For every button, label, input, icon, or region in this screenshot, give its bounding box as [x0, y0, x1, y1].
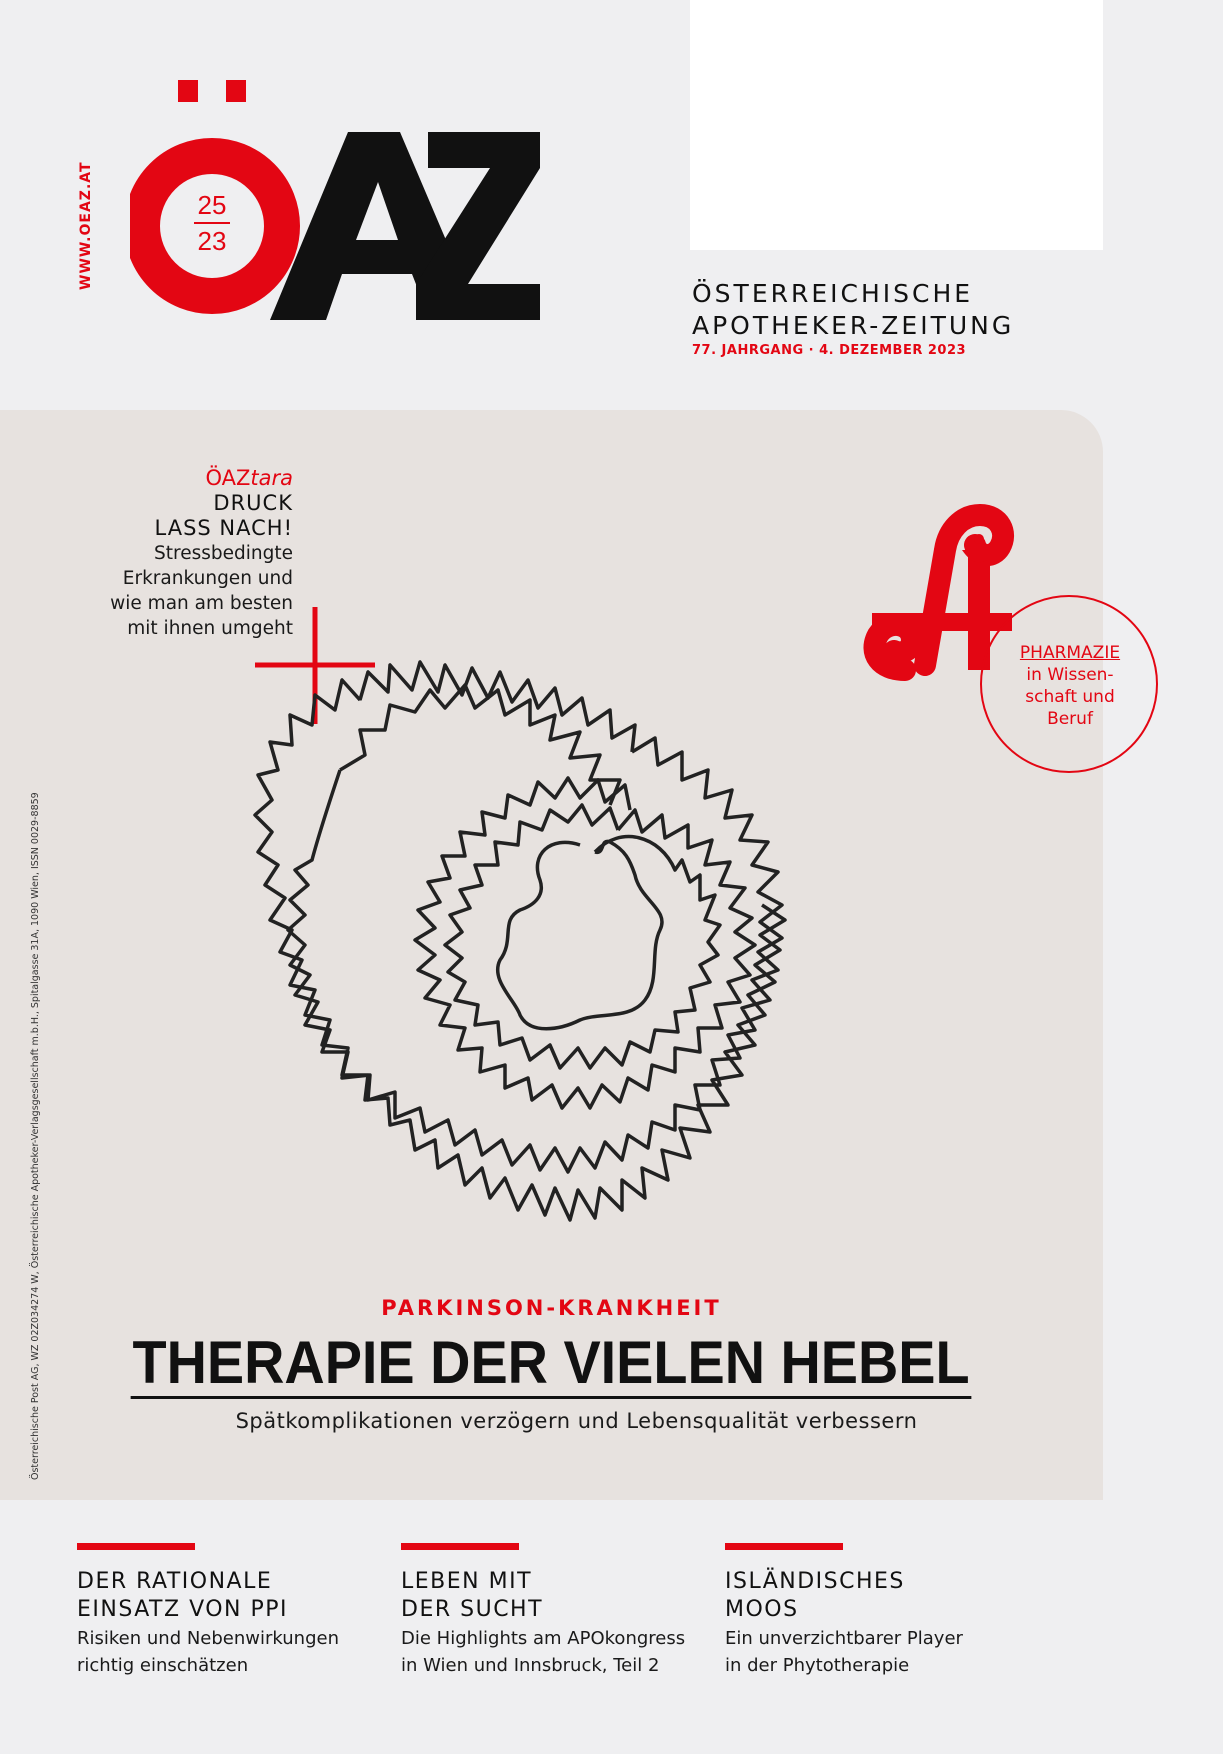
teaser-sub-1: Risiken und Nebenwirkungen — [77, 1628, 340, 1649]
oeaz-logo — [130, 80, 610, 360]
teaser-head-1: ISLÄNDISCHES — [725, 1569, 905, 1594]
tagline-line-2: APOTHEKER-ZEITUNG — [692, 311, 1015, 340]
teaser-head-2: EINSATZ VON PPI — [77, 1597, 289, 1622]
badge-line-2: in Wissen- — [1026, 665, 1114, 685]
pharmazie-badge[interactable] — [1000, 642, 1140, 730]
badge-line-4: Beruf — [1047, 709, 1093, 729]
cover-subline: Spätkomplikationen verzögern und Lebensqualität verbessern — [235, 1409, 918, 1433]
teaser-head-2: DER SUCHT — [401, 1597, 544, 1622]
teaser-head-1: DER RATIONALE — [77, 1569, 273, 1594]
teaser-sub-2: richtig einschätzen — [77, 1655, 249, 1676]
teaser-sub-1: Stressbedingte — [154, 543, 293, 564]
imprint-text: Österreichische Post AG, WZ 02Z034274 W, Österreichische Apotheker-Verlagsgesellschaft m.b.H., Spitalgasse 31A, 1090 Wien, ISSN 0029-8859 — [30, 792, 41, 1480]
issue-info: 77. JAHRGANG · 4. DEZEMBER 2023 — [692, 343, 967, 358]
umlaut-dot-left — [178, 80, 198, 102]
oeaztara-teaser[interactable] — [13, 466, 293, 641]
teaser-sub-2: in Wien und Innsbruck, Teil 2 — [401, 1655, 660, 1676]
teaser-head-2: MOOS — [725, 1597, 799, 1622]
teaser-sub-1: Die Highlights am APOkongress — [401, 1628, 686, 1649]
bottom-teaser-ppi[interactable] — [77, 1543, 377, 1678]
issue-year: 23 — [197, 226, 227, 256]
teaser-sub-2: Erkrankungen und — [122, 568, 293, 589]
badge-line-3: schaft und — [1025, 687, 1115, 707]
address-label-area — [690, 0, 1103, 250]
cover-headline[interactable] — [0, 1330, 1103, 1399]
teaser-red-bar — [725, 1543, 843, 1550]
bottom-teaser-moos[interactable] — [725, 1543, 1025, 1678]
tagline-line-1: ÖSTERREICHISCHE — [692, 279, 974, 308]
issue-number: 25 — [197, 190, 227, 220]
teaser-sub-3: wie man am besten — [110, 593, 293, 614]
teaser-red-bar — [401, 1543, 519, 1550]
teaser-red-bar — [77, 1543, 195, 1550]
spiral-tremor-illustration — [250, 620, 880, 1260]
teaser-sub-1: Ein unverzichtbarer Player — [725, 1628, 963, 1649]
badge-line-1: PHARMAZIE — [1019, 643, 1121, 663]
teaser-sub-2: in der Phytotherapie — [725, 1655, 910, 1676]
cover-kicker: PARKINSON-KRANKHEIT — [381, 1296, 722, 1320]
teaser-head-1: LEBEN MIT — [401, 1569, 533, 1594]
teaser-brand: ÖAZtara — [205, 466, 293, 490]
website-url[interactable]: WWW.OEAZ.AT — [78, 161, 94, 290]
teaser-headline-2: LASS NACH! — [154, 516, 293, 540]
umlaut-dot-right — [226, 80, 246, 102]
bottom-teaser-sucht[interactable] — [401, 1543, 701, 1678]
teaser-headline-1: DRUCK — [213, 491, 293, 515]
teaser-sub-4: mit ihnen umgeht — [127, 618, 293, 639]
cover-headline-text: THERAPIE DER VIELEN HEBEL — [131, 1330, 972, 1399]
